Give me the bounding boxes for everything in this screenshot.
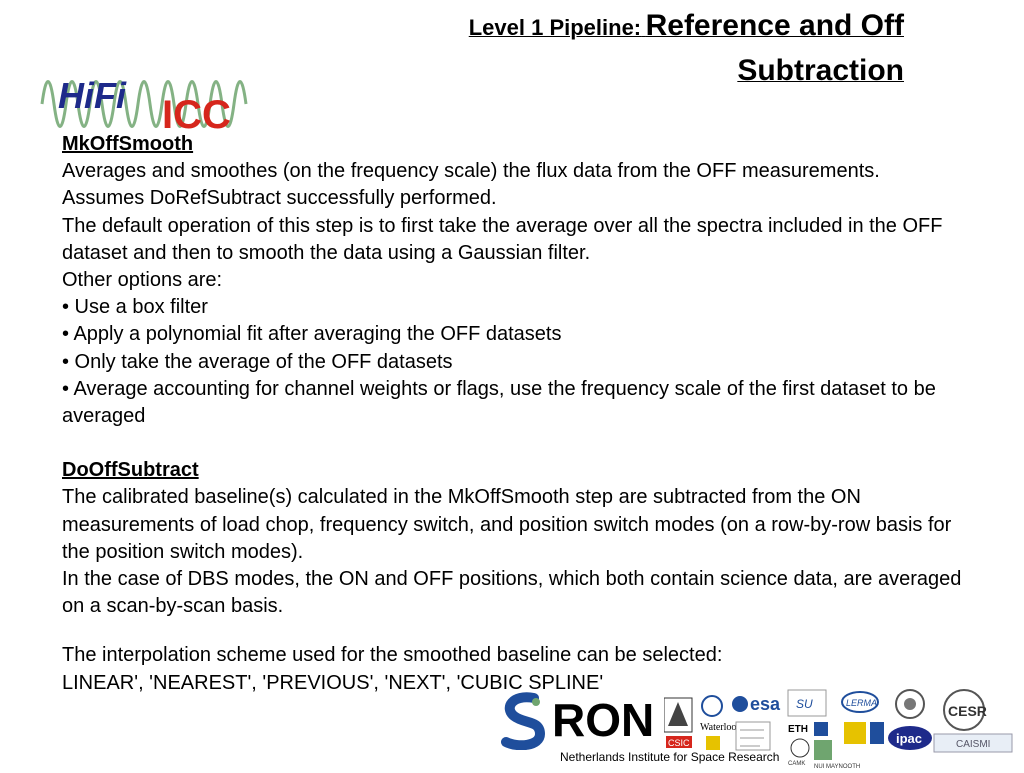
slide-title [304,6,904,96]
mkoff-paragraph-1: Averages and smoothes (on the frequency scale) the flux data from the OFF measurements. Assumes DoRefSubtract successfully performed. [62,160,880,210]
dooff-paragraph-1: The calibrated baseline(s) calculated in the MkOffSmooth step are subtracted from the ON measurements of load chop, frequency switch, and position switch modes (on a row-by-row basis for the position switch modes). [62,486,952,563]
mkoff-paragraph-2: The default operation of this step is to first take the average over all the spectra included in the OFF dataset and then to smooth the data using a Gaussian filter. [62,214,943,264]
svg-text:CAMK: CAMK [788,761,806,767]
bullet-item: • Apply a polynomial fit after averaging the OFF datasets [62,323,562,346]
hifi-icc-logo [38,66,250,136]
waterloo-logo [700,696,736,750]
caismi-logo [934,734,1012,752]
svg-text:ipac: ipac [896,731,923,746]
svg-text:LERMA: LERMA [846,698,878,708]
svg-text:Waterloo: Waterloo [700,722,737,733]
bullet-item: • Average accounting for channel weights or flags, use the frequency scale of the first dataset to be averaged [62,377,936,428]
sron-caption: Netherlands Institute for Space Research [560,750,780,764]
title-main: Reference and Off Subtraction [645,9,904,87]
section-heading-dooffsubtract: DoOffSubtract [62,459,199,482]
svg-text:CESR: CESR [948,703,987,719]
svg-text:esa: esa [750,694,781,714]
icc-text: ICC [162,93,231,136]
partner-logos [664,686,1024,768]
ipac-logo [888,690,932,750]
bullet-item: • Use a box filter [62,296,208,319]
dooff-paragraph-2: In the case of DBS modes, the ON and OFF positions, which both contain science data, are averaged on a scan-by-scan basis. [62,568,962,618]
slide-body [62,131,962,697]
section-heading-mkoffsmooth: MkOffSmooth [62,133,194,155]
csic-logo [664,698,692,748]
svg-text:CAISMI: CAISMI [956,739,991,750]
svg-text:SU: SU [796,697,813,711]
dooff-paragraph-3: The interpolation scheme used for the smoothed baseline can be selected: [62,644,723,667]
mkoff-paragraph-3: Other options are: [62,269,223,292]
svg-text:CSIC: CSIC [668,738,690,748]
cesr-logo [944,690,987,730]
svg-text:ETH: ETH [788,724,808,735]
dooff-paragraph-4: LINEAR', 'NEAREST', 'PREVIOUS', 'NEXT', 'CUBIC SPLINE' [62,671,604,694]
esa-logo [732,694,781,750]
lerma-logo [842,692,884,744]
svg-text:NUI MAYNOOTH: NUI MAYNOOTH [814,764,861,768]
title-prefix: Level 1 Pipeline: [468,15,642,40]
sron-text: RON [552,694,655,746]
bullet-item: • Only take the average of the OFF datasets [62,350,453,373]
hifi-text: HiFi [58,75,126,116]
